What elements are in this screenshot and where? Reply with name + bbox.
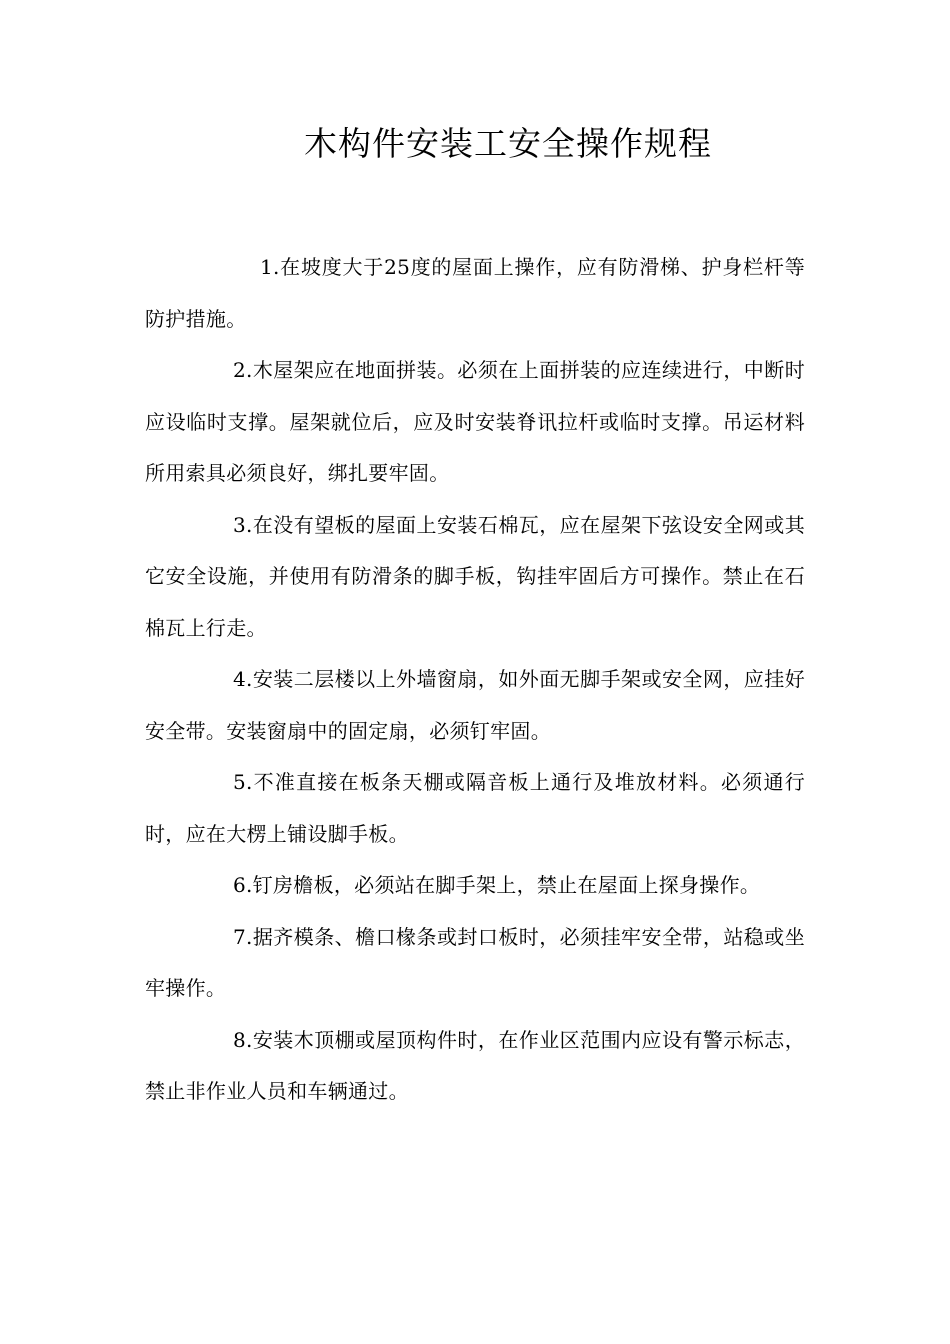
paragraph-text: 5.不准直接在板条天棚或隔音板上通行及堆放材料。必须通行时，应在大楞上铺设脚手板。 xyxy=(145,770,805,846)
paragraph-text: 6.钉房檐板，必须站在脚手架上，禁止在屋面上探身操作。 xyxy=(233,873,761,897)
document-title: 木构件安装工安全操作规程 xyxy=(304,124,712,163)
paragraph-text: 8.安装木顶棚或屋顶构件时，在作业区范围内应设有警示标志，禁止非作业人员和车辆通过。 xyxy=(145,1027,805,1103)
paragraph-text: 4.安装二层楼以上外墙窗扇，如外面无脚手架或安全网，应挂好安全带。安装窗扇中的固定扇，必须钉牢固。 xyxy=(145,667,805,743)
paragraph-1 xyxy=(145,242,805,345)
paragraph-text: 7.据齐模条、檐口椽条或封口板时，必须挂牢安全带，站稳或坐牢操作。 xyxy=(145,924,805,1000)
paragraph-text: 3.在没有望板的屋面上安装石棉瓦，应在屋架下弦设安全网或其它安全设施，并使用有防滑条的脚手板，钩挂牢固后方可操作。禁止在石棉瓦上行走。 xyxy=(145,512,805,640)
paragraph-4 xyxy=(145,654,805,757)
paragraph-8 xyxy=(145,1015,805,1118)
paragraph-7 xyxy=(145,912,805,1015)
paragraph-text: 2.木屋架应在地面拼装。必须在上面拼装的应连续进行，中断时应设临时支撑。屋架就位后，应及时安装脊讯拉杆或临时支撑。吊运材料所用索具必须良好，绑扎要牢固。 xyxy=(145,358,805,485)
paragraph-2 xyxy=(145,345,805,500)
document-body xyxy=(145,242,805,1118)
paragraph-5 xyxy=(145,757,805,860)
paragraph-text: 1.在坡度大于25度的屋面上操作，应有防滑梯、护身栏杆等防护措施。 xyxy=(145,255,805,331)
paragraph-6 xyxy=(145,860,805,912)
paragraph-3 xyxy=(145,500,805,655)
